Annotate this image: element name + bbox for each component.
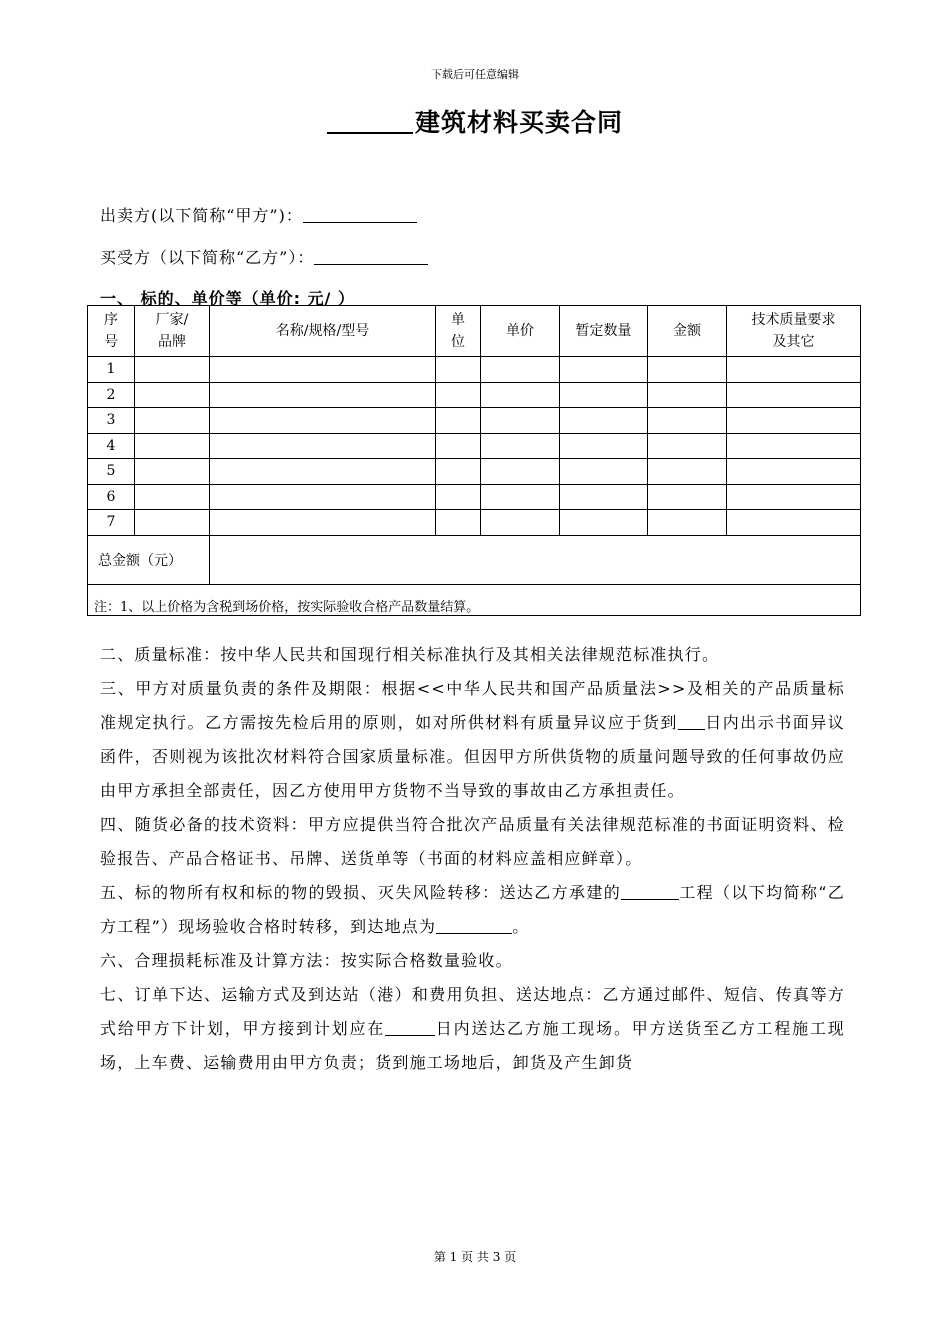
table-header-text: 暂定数量 [575,323,632,339]
table-cell [481,459,560,485]
section-2: 二、质量标准：按中华人民共和国现行相关标准执行及其相关法律规范标准执行。 [100,645,720,664]
table-cell [727,484,861,510]
row-number: 1 [88,357,135,383]
table-cell [135,484,210,510]
table-cell [727,510,861,536]
table-cell [135,382,210,408]
table-cell [560,357,648,383]
table-cell [648,408,727,434]
section-7-text-b: 日内送达乙方施工现场。甲方送货至乙方工程施工现场，上车费、运输费用由甲方负责；货到施工场地后，卸货及产生卸货 [100,1019,845,1072]
table-row [88,357,861,383]
table-cell [560,484,648,510]
title-blank-line [327,108,413,134]
table-header-text: 号 [104,334,118,350]
row-number: 3 [88,408,135,434]
table-cell [648,484,727,510]
total-value-cell [210,535,861,584]
contract-title [0,103,950,139]
seller-line [100,203,417,226]
table-cell [727,433,861,459]
table-header-text: 名称/规格/型号 [275,323,370,339]
table-header-text: 金额 [673,323,701,339]
table-cell [727,459,861,485]
table-cell [560,408,648,434]
table-cell [135,510,210,536]
table-cell [481,382,560,408]
buyer-line [100,245,428,268]
section-3-text-b: 日内出示书面异议函件，否则视为该批次材料符合国家质量标准。但因甲方所供货物的质量问题导致的任何事故仍应由甲方承担全部责任，因乙方使用甲方货物不当导致的事故由乙方承担责任。 [100,713,845,800]
table-cell [135,459,210,485]
table-cell [210,459,436,485]
seller-label: 出卖方(以下简称“甲方”)： [100,206,303,225]
table-cell [560,510,648,536]
table-cell [436,484,481,510]
table-cell [210,484,436,510]
table-cell [727,382,861,408]
page-footer: 第 1 页 共 3 页 [433,1250,517,1264]
table-cell [135,433,210,459]
row-number: 2 [88,382,135,408]
section-7-text-a: 七、订单下达、运输方式及到达站（港）和费用负担、送达地点：乙方通过邮件、短信、传真等方式给甲方下计划，甲方接到计划应在 [100,985,845,1038]
table-header-cell [210,306,436,357]
table-cell [481,433,560,459]
table-cell [210,408,436,434]
contract-body [100,638,845,1080]
table-row [88,459,861,485]
table-cell [481,510,560,536]
table-row [88,408,861,434]
row-number: 7 [88,510,135,536]
table-row [88,433,861,459]
table-cell [560,382,648,408]
table-header-text: 品牌 [158,334,186,350]
table-header-text: 位 [451,334,465,350]
table-cell [210,357,436,383]
table-cell [727,357,861,383]
section-5 [100,876,845,944]
table-cell [210,382,436,408]
table-header-cell [481,306,560,357]
section-3 [100,672,845,808]
table-cell [648,382,727,408]
table-cell [481,484,560,510]
table-cell [436,357,481,383]
table-note: 注：1、以上价格为含税到场价格，按实际验收合格产品数量结算。 [88,584,861,615]
header-note: 下载后可任意编辑 [431,68,519,81]
table-cell [436,408,481,434]
total-label: 总金额（元） [88,535,210,584]
section-6: 六、合理损耗标准及计算方法：按实际合格数量验收。 [100,951,513,970]
table-row [88,484,861,510]
table-row [88,382,861,408]
table-header-text: 厂家/ [155,312,189,328]
note-row [88,584,861,615]
table-header-text: 及其它 [772,334,815,350]
table-cell [210,510,436,536]
section-4: 四、随货必备的技术资料：甲方应提供当符合批次产品质量有关法律规范标准的书面证明资料、检验报告、产品合格证书、吊牌、送货单等（书面的材料应盖相应鲜章）。 [100,815,845,868]
section-3-days-blank [678,713,705,730]
section1-heading: 一、 标的、单价等（单价: 元/ ） [100,289,355,308]
contract-title-text: 建筑材料买卖合同 [414,108,623,137]
table-header-cell [560,306,648,357]
row-number: 6 [88,484,135,510]
table-cell [210,433,436,459]
table-header-text: 单价 [506,323,534,339]
section-5-text-a: 五、标的物所有权和标的物的毁损、灭失风险转移：送达乙方承建的 [100,883,622,902]
table-cell [648,433,727,459]
table-cell [648,510,727,536]
row-number: 5 [88,459,135,485]
seller-blank [303,206,417,223]
table-cell [135,408,210,434]
section-3-text-a: 三、甲方对质量负责的条件及期限：根据<<中华人民共和国产品质量法>>及相关的产品质量标准规定执行。乙方需按先检后用的原则，如对所供材料有质量异议应于货到 [100,679,845,732]
row-number: 4 [88,433,135,459]
table-header-cell [88,306,135,357]
table-cell [436,510,481,536]
section-5-location-blank [436,917,512,934]
items-table [87,305,861,616]
table-header-cell [648,306,727,357]
table-header-text: 单 [451,312,465,328]
table-cell [481,357,560,383]
section-5-text-c: 。 [512,917,530,936]
buyer-label: 买受方（以下简称“乙方”）： [100,248,315,267]
table-header-cell [727,306,861,357]
total-row [88,535,861,584]
table-header-text: 序 [104,312,118,328]
table-header-row [88,306,861,357]
buyer-blank [314,248,428,265]
table-cell [560,433,648,459]
table-cell [135,357,210,383]
table-cell [648,357,727,383]
section-5-project-blank [621,883,679,900]
table-header-cell [436,306,481,357]
table-cell [436,433,481,459]
table-row [88,510,861,536]
table-cell [436,382,481,408]
table-header-text: 技术质量要求 [751,312,836,328]
table-cell [481,408,560,434]
table-header-cell [135,306,210,357]
table-cell [436,459,481,485]
section-7 [100,978,845,1080]
section-7-days-blank [385,1019,435,1036]
section-5-text-b: 工程（以下均简称“乙方工程”）现场验收合格时转移，到达地点为 [100,883,845,936]
table-cell [727,408,861,434]
table-cell [560,459,648,485]
table-cell [648,459,727,485]
